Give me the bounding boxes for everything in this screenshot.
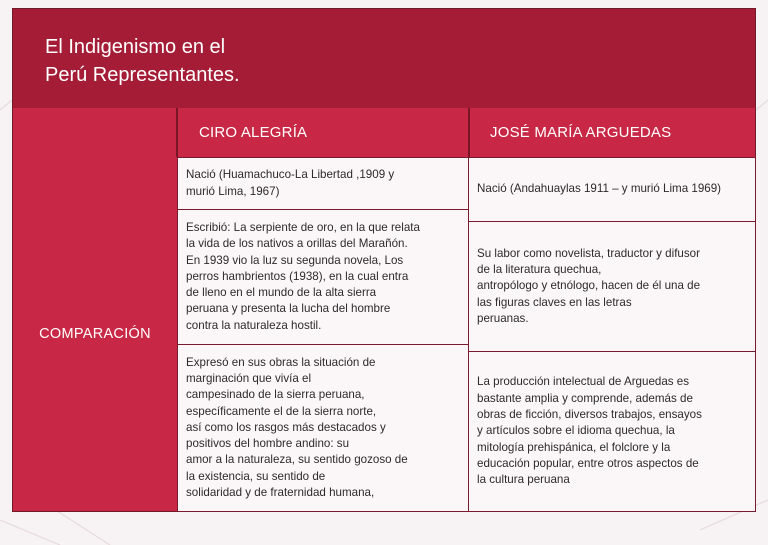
comparison-table xyxy=(12,8,756,512)
cell-arguedas-works: Su labor como novelista, traductor y difusor de la literatura quechua, antropólogo y etnólogo, hacen de él una de las figuras claves en las letras peruanas. xyxy=(468,221,756,352)
page-title: El Indigenismo en el Perú Representantes. xyxy=(45,36,240,86)
cell-ciro-works: Escribió: La serpiente de oro, en la que relata la vida de los nativos a orillas del Marañón. En 1939 vio la luz su segunda novela, Los perros hambrientos (1938), en la cual entra de lleno en el mundo de la alta sierra peruana y presenta la lucha del hombre contra la naturaleza hostil. xyxy=(177,209,469,345)
column-header-ciro-alegria: CIRO ALEGRÍA xyxy=(199,124,308,141)
header-divider xyxy=(176,108,178,157)
header-divider xyxy=(468,108,470,157)
column-header-jose-maria-arguedas: JOSÉ MARÍA ARGUEDAS xyxy=(490,124,672,141)
cell-arguedas-birth: Nació (Andahuaylas 1911 – y murió Lima 1969) xyxy=(468,157,756,222)
cell-ciro-birth: Nació (Huamachuco-La Libertad ,1909 y murió Lima, 1967) xyxy=(177,157,469,210)
title-band xyxy=(13,9,755,108)
cell-arguedas-themes: La producción intelectual de Arguedas es bastante amplia y comprende, además de obras de ficción, diversos trabajos, ensayos y artículos sobre el idioma quechua, la mitología prehispánica, el folclore y la educación popular, entre otros aspectos de la cultura peruana xyxy=(468,351,756,512)
row-label-comparacion: COMPARACIÓN xyxy=(39,326,151,342)
cell-ciro-themes: Expresó en sus obras la situación de marginación que vivía el campesinado de la sierra peruana, específicamente el de la sierra norte, así como los rasgos más destacados y positivos del hombre andino: su amor a la naturaleza, su sentido gozoso de la existencia, su sentido de solidaridad y de fraternidad humana, xyxy=(177,344,469,512)
